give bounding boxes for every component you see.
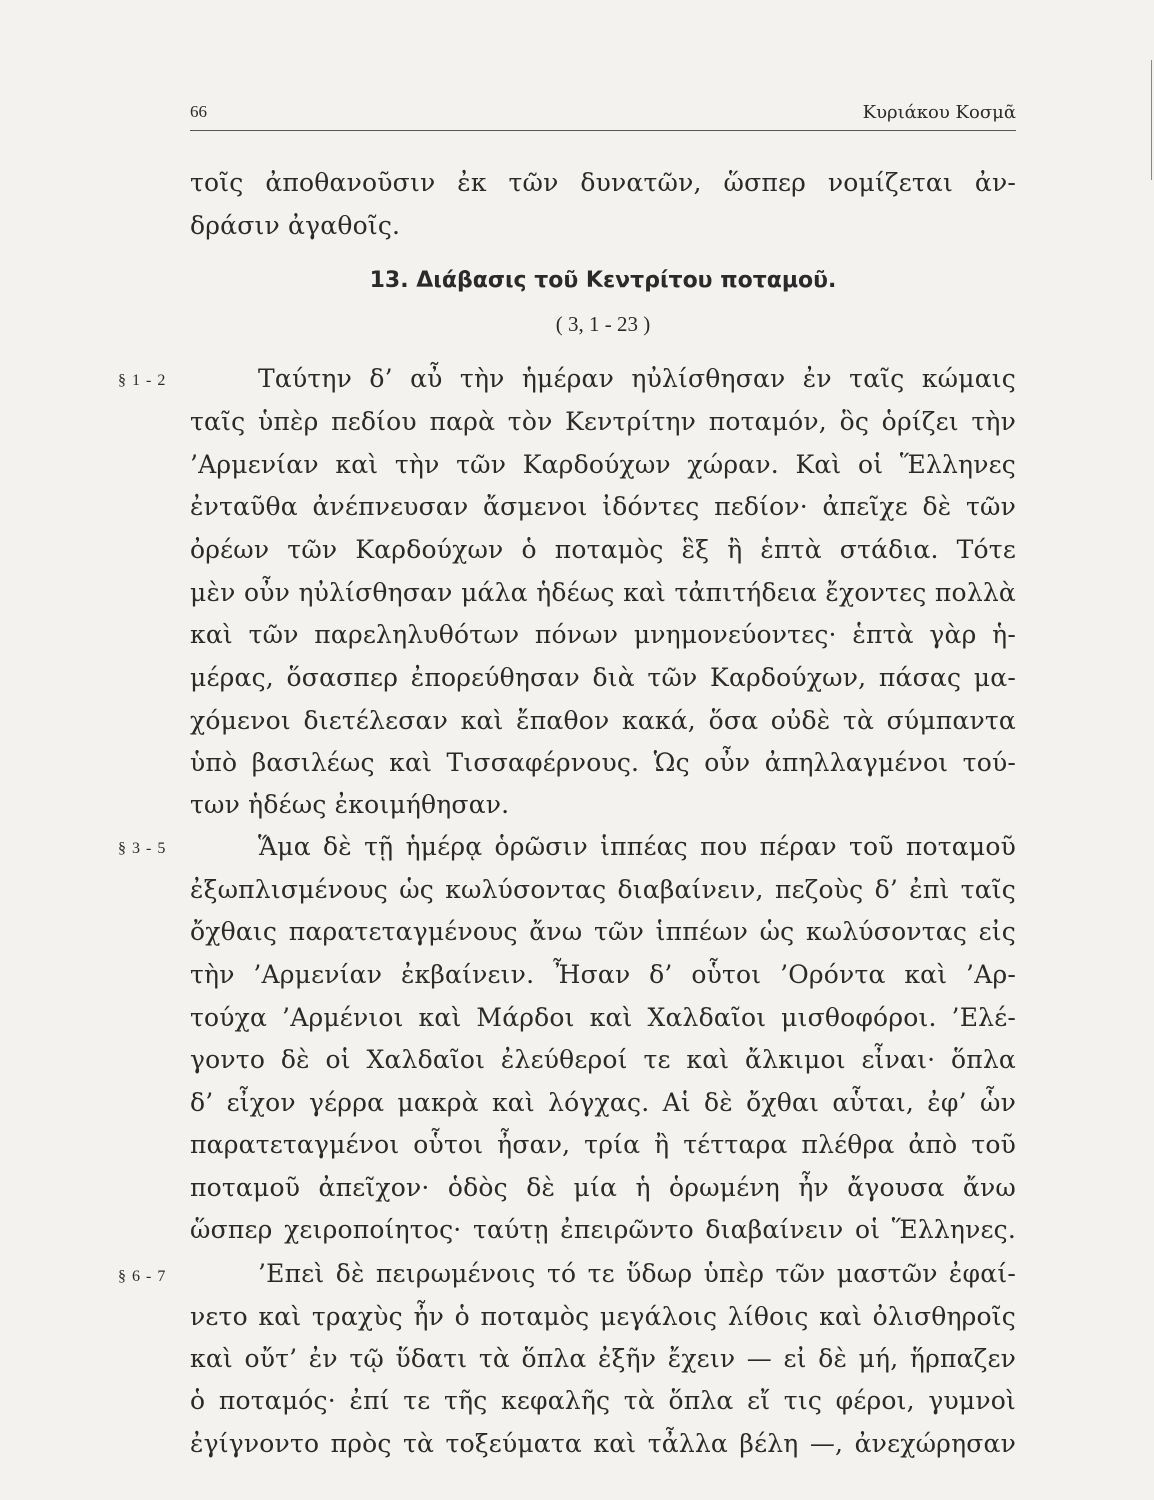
text-line: ποταμοῦ ἀπεῖχον· ὁδὸς δὲ μία ἡ ὁρωμένη ἦν ἄγουσα ἄνω — [190, 1173, 1016, 1202]
page-edge-mark — [1151, 60, 1152, 180]
section-marker: § 6 - 7 — [118, 1268, 167, 1285]
text-line: ἐξωπλισμένους ὡς κωλύσοντας διαβαίνειν, πεζοὺς δ’ ἐπὶ ταῖς — [190, 875, 1016, 904]
section-marker: § 3 - 5 — [118, 840, 167, 857]
text-line: χόμενοι διετέλεσαν καὶ ἔπαθον κακά, ὅσα οὐδὲ τὰ σύμπαντα — [190, 706, 1016, 735]
text-line: τοῖς ἀποθανοῦσιν ἐκ τῶν δυνατῶν, ὥσπερ νομίζεται ἀν- — [190, 168, 1016, 197]
text-line: παρατεταγμένοι οὗτοι ἦσαν, τρία ἢ τέτταρα πλέθρα ἀπὸ τοῦ — [190, 1130, 1016, 1159]
text-line: ταῖς ὑπὲρ πεδίου παρὰ τὸν Κεντρίτην ποταμόν, ὃς ὁρίζει τὴν — [190, 407, 1016, 436]
text-line: τὴν ’Αρμενίαν ἐκβαίνειν. Ἦσαν δ’ οὗτοι ’Ορόντα καὶ ’Αρ- — [190, 960, 1016, 989]
section-heading: 13. Διάβασις τοῦ Κεντρίτου ποταμοῦ. — [369, 268, 837, 293]
section-reference: ( 3, 1 - 23 ) — [555, 312, 651, 336]
text-line: καὶ οὔτ’ ἐν τῷ ὕδατι τὰ ὅπλα ἐξῆν ἔχειν — εἰ δὲ μή, ἥρπαζεν — [190, 1344, 1016, 1373]
text-line: καὶ τῶν παρεληλυθότων πόνων μνημονεύοντες· ἑπτὰ γὰρ ἡ- — [190, 620, 1016, 649]
text-line: Ταύτην δ’ αὖ τὴν ἡμέραν ηὐλίσθησαν ἐν ταῖς κώμαις — [258, 364, 1016, 393]
text-line: ἐγίγνοντο πρὸς τὰ τοξεύματα καὶ τἆλλα βέλη —, ἀνεχώρησαν — [190, 1429, 1016, 1458]
page-header — [190, 100, 1016, 131]
text-line: γοντο δὲ οἱ Χαλδαῖοι ἐλεύθεροί τε καὶ ἄλκιμοι εἶναι· ὅπλα — [190, 1045, 1016, 1074]
running-head: Κυριάκου Κοσμᾶ — [862, 102, 1016, 123]
text-line: μέρας, ὅσασπερ ἐπορεύθησαν διὰ τῶν Καρδούχων, πάσας μα- — [190, 663, 1016, 692]
text-line: των ἡδέως ἐκοιμήθησαν. — [190, 790, 510, 819]
section-marker: § 1 - 2 — [118, 372, 167, 389]
text-line: δ’ εἶχον γέρρα μακρὰ καὶ λόγχας. Αἱ δὲ ὄχθαι αὗται, ἐφ’ ὧν — [190, 1088, 1016, 1117]
text-line: ὀρέων τῶν Καρδούχων ὁ ποταμὸς ἓξ ἢ ἑπτὰ στάδια. Τότε — [190, 535, 1016, 564]
text-line: ὥσπερ χειροποίητος· ταύτῃ ἐπειρῶντο διαβαίνειν οἱ Ἕλληνες. — [190, 1215, 1016, 1244]
text-line: ’Επεὶ δὲ πειρωμένοις τό τε ὕδωρ ὑπὲρ τῶν μαστῶν ἐφαί- — [258, 1259, 1016, 1288]
text-line: ὑπὸ βασιλέως καὶ Τισσαφέρνους. Ὡς οὖν ἀπηλλαγμένοι τού- — [190, 748, 1016, 777]
text-line: ὄχθαις παρατεταγμένους ἄνω τῶν ἱππέων ὡς κωλύσοντας εἰς — [190, 917, 1016, 946]
text-line: τούχα ’Αρμένιοι καὶ Μάρδοι καὶ Χαλδαῖοι μισθοφόροι. ’Ελέ- — [190, 1003, 1016, 1032]
page-number: 66 — [190, 102, 207, 121]
text-line: ὁ ποταμός· ἐπί τε τῆς κεφαλῆς τὰ ὅπλα εἴ τις φέροι, γυμνοὶ — [190, 1386, 1016, 1415]
text-line: νετο καὶ τραχὺς ἦν ὁ ποταμὸς μεγάλοις λίθοις καὶ ὀλισθηροῖς — [190, 1302, 1016, 1331]
text-line: ἐνταῦθα ἀνέπνευσαν ἄσμενοι ἰδόντες πεδίον· ἀπεῖχε δὲ τῶν — [190, 492, 1016, 521]
text-line: Ἅμα δὲ τῇ ἡμέρᾳ ὁρῶσιν ἱππέας που πέραν τοῦ ποταμοῦ — [258, 832, 1016, 861]
text-line: μὲν οὖν ηὐλίσθησαν μάλα ἡδέως καὶ τἀπιτήδεια ἔχοντες πολλὰ — [190, 578, 1016, 607]
text-line: δράσιν ἀγαθοῖς. — [190, 211, 401, 240]
text-line: ’Αρμενίαν καὶ τὴν τῶν Καρδούχων χώραν. Καὶ οἱ Ἕλληνες — [190, 450, 1016, 479]
